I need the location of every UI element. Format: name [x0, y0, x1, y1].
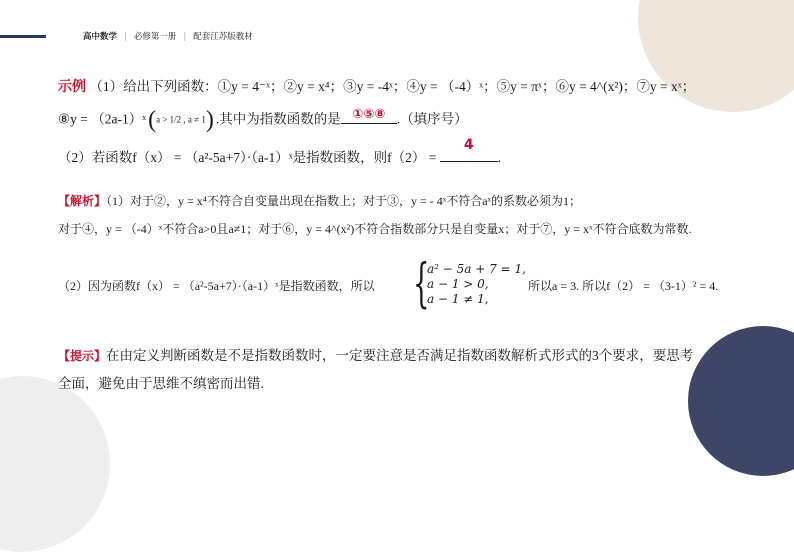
solution-line1-text: （1）对于②，y = x⁴不符合自变量出现在指数上；对于③，y = - 4ˣ不符合aˣ的系数必须为1； — [106, 194, 581, 208]
solution-line-3-prefix: （2）因为函数f（x） = （a²-5a+7）·（a-1）ˣ是指数函数，所以 — [58, 279, 375, 293]
example-part1-end: .（填序号） — [396, 111, 468, 127]
system-equation-3: a − 1 ≠ 1, — [427, 292, 489, 306]
example-part1-line2-suffix: .其中为指数函数的是 — [215, 111, 341, 127]
example-line-1 — [58, 75, 695, 96]
solution-line-2: 对于④，y = （-4）ˣ不符合a>0且a≠1；对于⑥，y = 4^(x²)不符合指数部分只是自变量x；对于⑦，y = xˣ不符合底数为常数. — [58, 222, 692, 236]
solution-line-1 — [58, 192, 581, 209]
equation-system — [413, 254, 526, 314]
answer-blank-1 — [341, 108, 397, 124]
example-part2-end: . — [497, 150, 502, 165]
hint-line-1 — [58, 344, 693, 364]
example-label: 示例 — [58, 79, 86, 95]
header-subject: 高中数学 — [83, 32, 118, 42]
base-condition: (a > 1/2 , a ≠ 1) — [148, 107, 214, 133]
example-line-3 — [58, 137, 502, 166]
system-equation-1: a² − 5a + 7 = 1, — [427, 262, 526, 276]
hint-line-2: 全面，避免由于思维不缜密而出错. — [58, 376, 264, 391]
decorative-circle-bottom-left — [0, 376, 110, 552]
header-accent-bar — [0, 35, 46, 38]
hint-line1-text: 在由定义判断函数是不是指数函数时，一定要注意是否满足指数函数解析式形式的3个要求，要思考 — [106, 348, 694, 363]
answer-2: 4 — [463, 137, 474, 153]
example-part1-text: （1）给出下列函数：①y = 4⁻ˣ；②y = x⁴；③y = -4ˣ；④y = （-4）ˣ；⑤y = πˣ；⑥y = 4^(x²)；⑦y = xˣ； — [89, 79, 696, 94]
answer-1: ①⑤⑧ — [352, 106, 386, 122]
header-book: 必修第一册 — [133, 32, 177, 42]
slide-header: 高中数学 | 必修第一册 | 配套江苏版教材 — [83, 32, 253, 42]
example-part2-text: （2）若函数f（x） = （a²-5a+7）·（a-1）ˣ是指数函数，则f（2） = — [58, 150, 440, 165]
hint-tag: 【提示】 — [58, 349, 107, 363]
system-brace: { — [413, 254, 430, 314]
example-part1-line2-prefix: ⑧y = （2a-1）ˣ — [58, 111, 147, 127]
base-condition-text: a > 1/2 , a ≠ 1 — [156, 114, 206, 125]
decorative-circle-bottom-right — [688, 326, 794, 476]
header-edition: 配套江苏版教材 — [193, 32, 253, 42]
solution-line-3-suffix: 所以a = 3. 所以f（2） = （3-1）² = 4. — [528, 279, 719, 293]
solution-tag: 【解析】 — [58, 194, 107, 208]
example-line-2 — [58, 107, 468, 134]
answer-blank-2 — [440, 137, 498, 162]
system-equation-2: a − 1 > 0, — [427, 277, 489, 291]
